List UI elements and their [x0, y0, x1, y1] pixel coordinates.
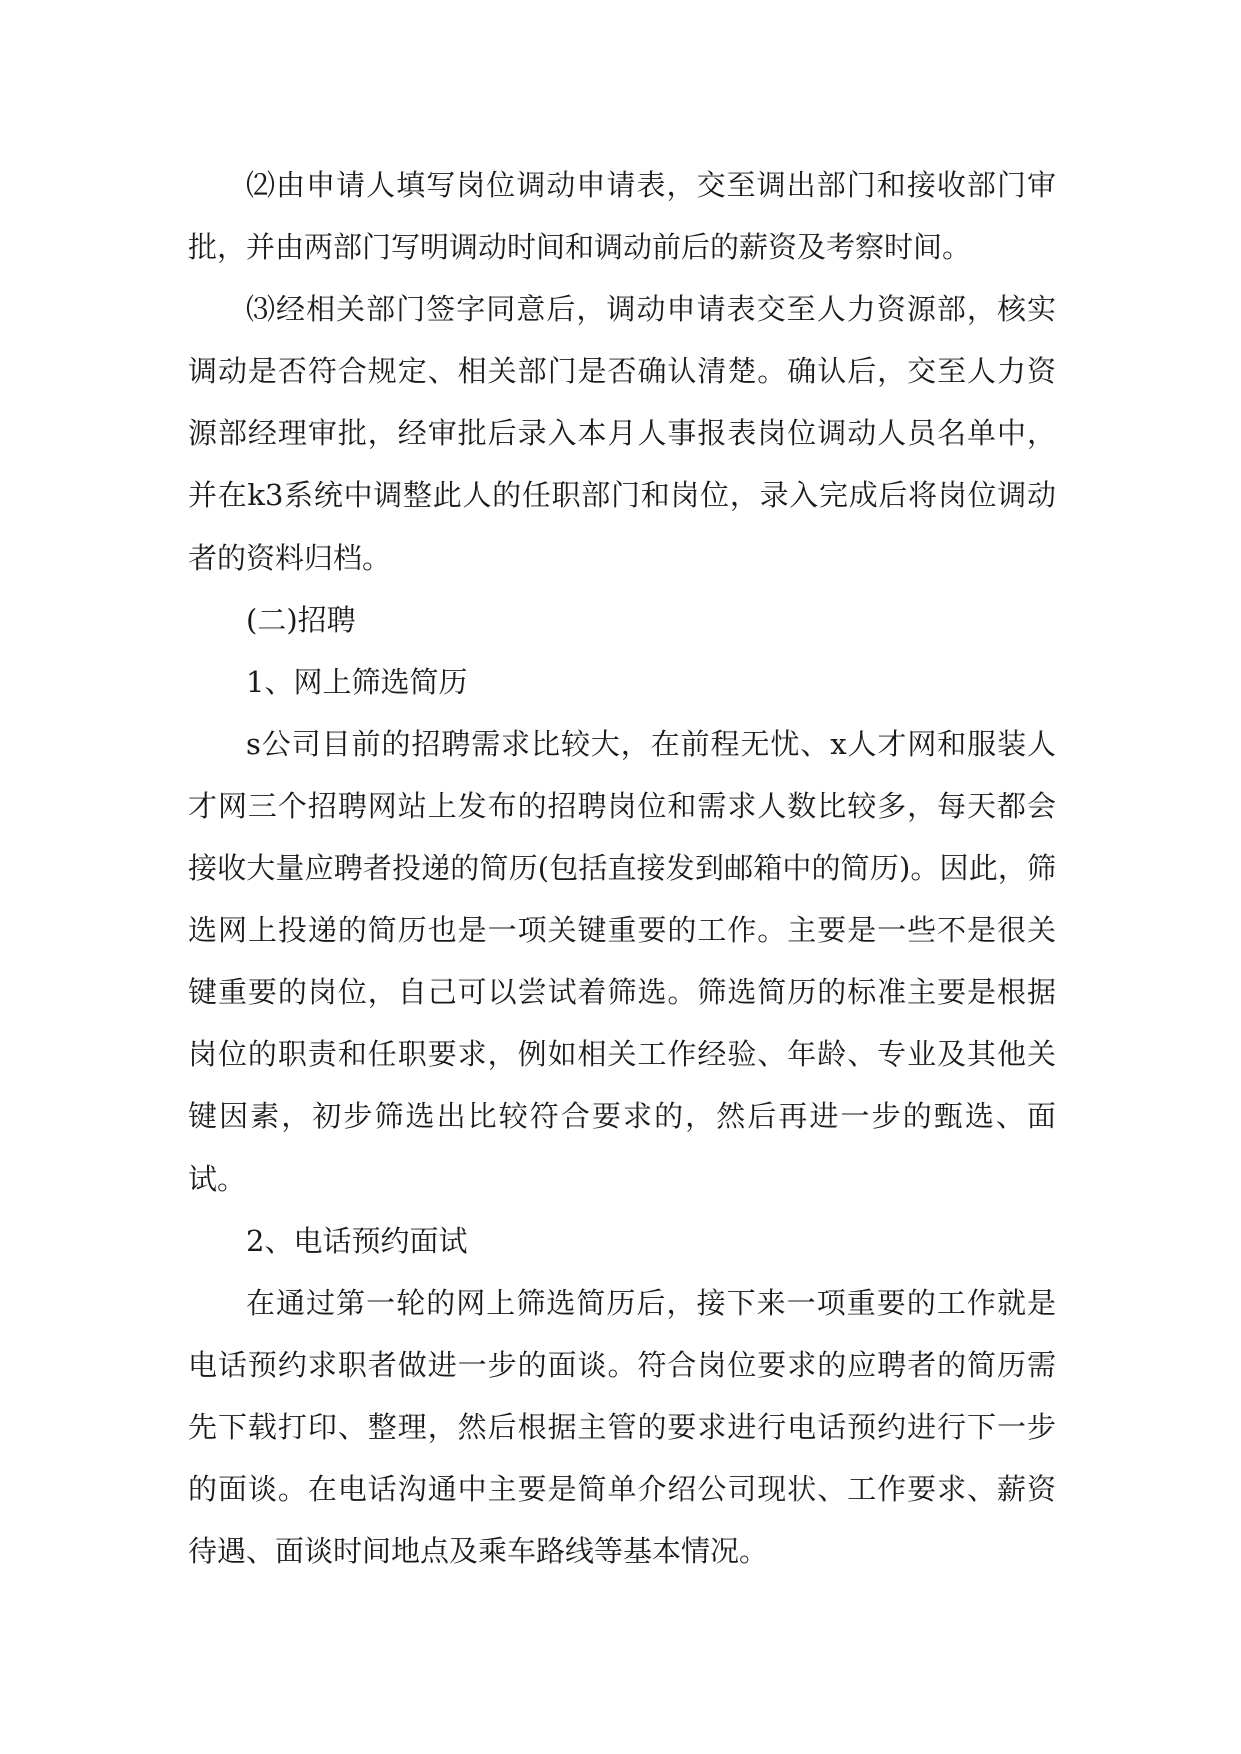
section-heading-recruitment: (二)招聘 — [246, 602, 356, 637]
paragraph-online-screening: s公司目前的招聘需求比较大，在前程无忧、x人才网和服装人才网三个招聘网站上发布的招聘岗位和需求人数比较多，每天都会接收大量应聘者投递的简历(包括直接发到邮箱中的简历)。因此，筛选网上投递的简历也是一项关键重要的工作。主要是一些不是很关键重要的岗位，自己可以尝试着筛选。筛选简历的标准主要是根据岗位的职责和任职要求，例如相关工作经验、年龄、专业及其他关键因素，初步筛选出比较符合要求的，然后再进一步的甄选、面试。 — [188, 726, 1056, 1196]
paragraph-transfer-step-2: ⑵由申请人填写岗位调动申请表，交至调出部门和接收部门审批，并由两部门写明调动时间和调动前后的薪资及考察时间。 — [188, 168, 1056, 265]
subheading-online-screening: 1、网上筛选简历 — [246, 664, 468, 699]
document-body — [188, 154, 1056, 1582]
paragraph-transfer-step-3: ⑶经相关部门签字同意后，调动申请表交至人力资源部，核实调动是否符合规定、相关部门是否确认清楚。确认后，交至人力资源部经理审批，经审批后录入本月人事报表岗位调动人员名单中，并在k3系统中调整此人的任职部门和岗位，录入完成后将岗位调动者的资料归档。 — [188, 292, 1056, 575]
paragraph-phone-interview: 在通过第一轮的网上筛选简历后，接下来一项重要的工作就是电话预约求职者做进一步的面谈。符合岗位要求的应聘者的简历需先下载打印、整理，然后根据主管的要求进行电话预约进行下一步的面谈。在电话沟通中主要是简单介绍公司现状、工作要求、薪资待遇、面谈时间地点及乘车路线等基本情况。 — [188, 1285, 1056, 1569]
subheading-phone-interview: 2、电话预约面试 — [246, 1223, 468, 1258]
